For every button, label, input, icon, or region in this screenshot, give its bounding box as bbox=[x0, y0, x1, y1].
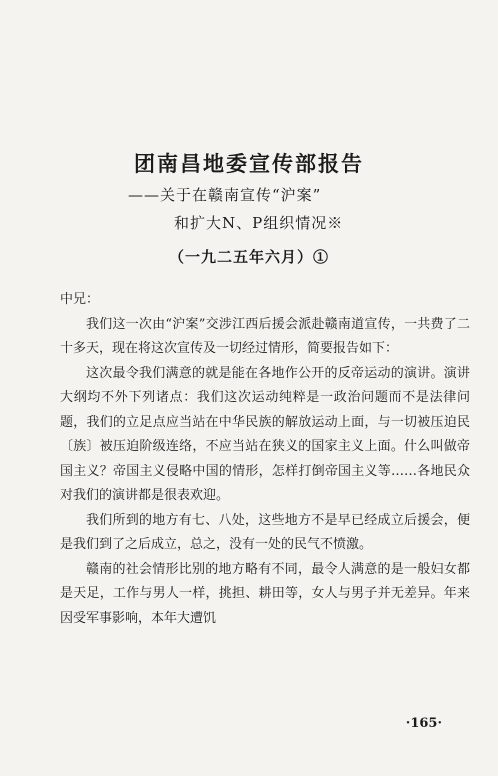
document-subtitle-line1: ——关于在赣南宣传“沪案” bbox=[128, 186, 322, 204]
paragraph-2: 这次最令我们满意的就是能在各地作公开的反帝运动的演讲。演讲大纲均不外下列诸点：我们这次运动纯粹是一政治问题而不是法律问题，我们的立足点应当站在中华民族的解放运动上面，与一切被压迫民〔族〕被压迫阶级连络，不应当站在狭义的国家主义上面。什么叫做帝国主义？帝国主义侵略中国的情形，怎样打倒帝国主义等……各地民众对我们的演讲都是很表欢迎。 bbox=[60, 365, 470, 503]
document-subtitle-line2: 和扩大N、P组织情况※ bbox=[174, 214, 344, 232]
paragraph-1: 我们这一次由“沪案”交涉江西后援会派赴赣南道宣传，一共费了二十多天，现在将这次宣传及一切经过情形，简要报告如下： bbox=[60, 316, 470, 356]
document-title: 团南昌地委宣传部报告 bbox=[134, 151, 364, 176]
paragraph-3: 我们所到的地方有七、八处，这些地方不是早已经成立后援会，便是我们到了之后成立，总之，没有一处的民气不愤激。 bbox=[60, 512, 470, 552]
document-body bbox=[60, 288, 470, 631]
document-date: （一九二五年六月）① bbox=[168, 248, 329, 266]
page-number: ·165· bbox=[405, 716, 442, 731]
salutation: 中兄： bbox=[60, 292, 100, 307]
paragraph-4: 赣南的社会情形比别的地方略有不同，最令人满意的是一般妇女都是天足，工作与男人一样，挑担、耕田等，女人与男子并无差异。年来因受军事影响，本年大遭饥 bbox=[60, 561, 470, 626]
